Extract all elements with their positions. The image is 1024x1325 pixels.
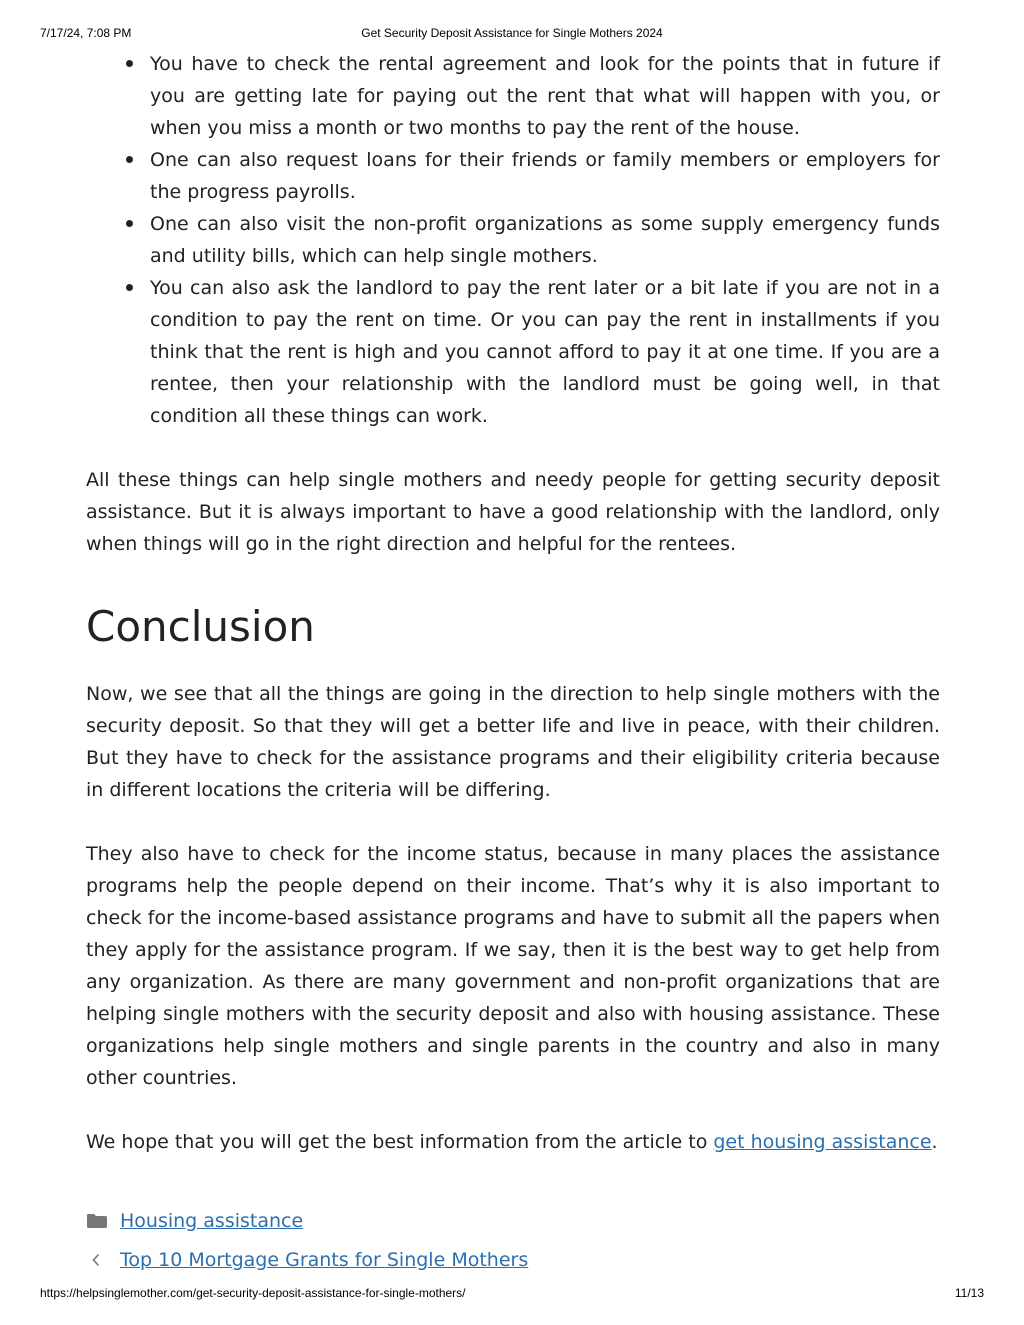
closing-text: We hope that you will get the best information from the article to: [86, 1131, 714, 1153]
list-item-text: You can also ask the landlord to pay the rent later or a bit late if you are not in a condition to pay the rent on time. Or you can pay the rent in installments if you think that the rent is high and you cannot afford to pay it at one time. If you are a rentee, then your relationship with the landlord must be going well, in that condition all these things can work.: [150, 277, 940, 427]
conclusion-paragraph-1: Now, we see that all the things are going in the direction to help single mothers with the security deposit. So that they will get a better life and live in peace, with their children. But they have to check for the assistance programs and their eligibility criteria because in different locations the criteria will be differing.: [86, 683, 940, 801]
bullet-icon: [126, 220, 133, 227]
list-item-text: You have to check the rental agreement and look for the points that in future if you are getting late for paying out the rent that what will happen with you, or when you miss a month or two months to pay the rent of the house.: [150, 53, 940, 139]
article-content: [86, 48, 940, 1280]
summary-paragraph: All these things can help single mothers and needy people for getting security deposit assistance. But it is always important to have a good relationship with the landlord, only when things will go in the right direction and helpful for the rentees.: [86, 469, 940, 555]
bullet-icon: [126, 60, 133, 67]
print-page-number: 11/13: [954, 1286, 984, 1300]
list-item: [150, 208, 940, 272]
previous-post-row: [86, 1241, 940, 1280]
conclusion-heading: Conclusion: [86, 602, 315, 651]
print-datetime: 7/17/24, 7:08 PM: [40, 26, 132, 40]
conclusion-paragraph-2: They also have to check for the income status, because in many places the assistance programs help the people depend on their income. That’s why it is also important to check for the income-based assistance programs and have to submit all the papers when they apply for the assistance program. If we say, then it is the best way to get help from any organization. As there are many government and non-profit organizations that are helping single mothers with the security deposit and also with housing assistance. These organizations help single mothers and single parents in the country and also in many other countries.: [86, 843, 940, 1089]
print-url: https://helpsinglemother.com/get-security-deposit-assistance-for-single-mothers/: [40, 1286, 466, 1300]
tips-list: [86, 48, 940, 432]
post-meta: [86, 1202, 940, 1280]
folder-icon: [86, 1213, 108, 1229]
print-footer: [40, 1286, 984, 1302]
list-item: [150, 144, 940, 208]
category-row: [86, 1202, 940, 1241]
previous-post-link[interactable]: Top 10 Mortgage Grants for Single Mothers: [120, 1249, 529, 1271]
bullet-icon: [126, 284, 133, 291]
list-item-text: One can also request loans for their friends or family members or employers for the progress payrolls.: [150, 149, 940, 203]
closing-paragraph: [86, 1126, 940, 1158]
print-page-title: Get Security Deposit Assistance for Single Mothers 2024: [361, 26, 663, 40]
closing-period: .: [931, 1131, 938, 1153]
category-link[interactable]: Housing assistance: [120, 1210, 304, 1232]
bullet-icon: [126, 156, 133, 163]
print-header: [40, 26, 984, 42]
list-item-text: One can also visit the non-profit organizations as some supply emergency funds and utility bills, which can help single mothers.: [150, 213, 940, 267]
list-item: [150, 272, 940, 432]
list-item: [150, 48, 940, 144]
chevron-left-icon: [91, 1253, 101, 1267]
housing-assistance-link[interactable]: get housing assistance: [713, 1131, 932, 1153]
